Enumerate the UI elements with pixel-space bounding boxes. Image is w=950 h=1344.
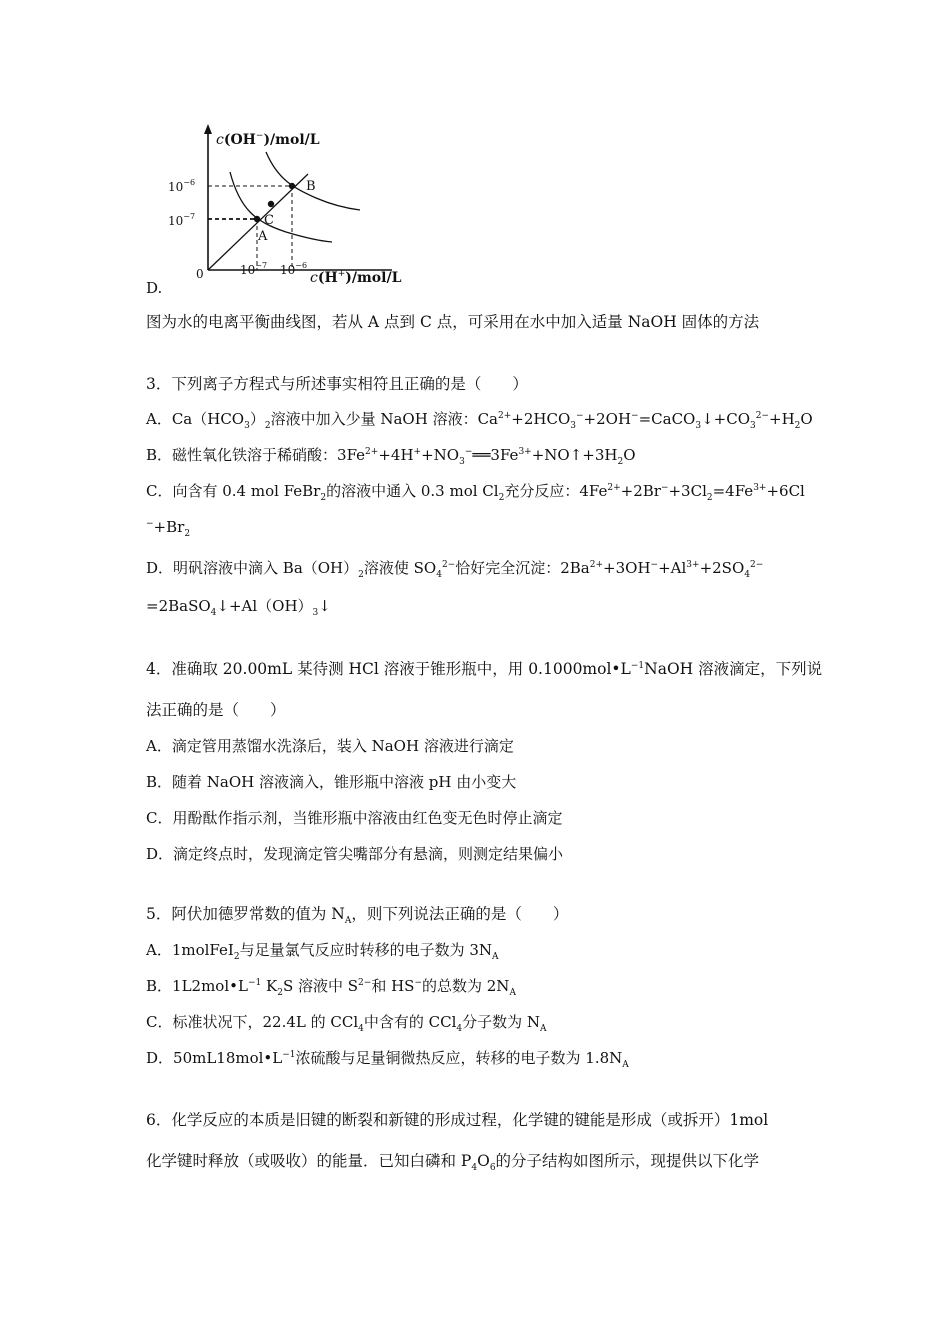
x-tick-2-base: 10 xyxy=(280,263,296,277)
y-axis-label-c: c xyxy=(216,132,224,148)
q6-stem-line-2: 化学键时释放（或吸收）的能量．已知白磷和 $P_4O_6$的分子结构如图所示，现提供以下化学 xyxy=(146,1152,760,1174)
q4-stem-line-2: 法正确的是（ ） xyxy=(146,701,286,719)
svg-text:10−7 xyxy=(168,212,195,228)
x-axis-label-unit: )/mol/L xyxy=(345,270,402,286)
q3-option-b: B．磁性氧化铁溶于稀硝酸：$3Fe^{2+}+4H^++NO_3^-══3Fe^{3+}+NO↑+3H_2O$ xyxy=(146,446,636,467)
option-d-text: 图为水的电离平衡曲线图，若从 A 点到 C 点，可采用在水中加入适量 NaOH 固体的方法 xyxy=(146,313,760,331)
q3-option-d-cont: $=2BaSO_4↓+Al(OH)_3↓$ xyxy=(146,597,331,618)
q4-option-c: C．用酚酞作指示剂，当锥形瓶中溶液由红色变无色时停止滴定 xyxy=(146,809,563,827)
q3-option-c-cont: $^-+Br_2$ xyxy=(146,518,191,539)
x-axis-label-sup: + xyxy=(337,269,346,279)
q3-stem: 3．下列离子方程式与所述事实相符且正确的是（ ） xyxy=(146,375,528,393)
y-axis-arrow xyxy=(204,124,212,134)
y-tick-1-exp: −6 xyxy=(183,178,196,187)
point-c-marker xyxy=(268,201,274,207)
svg-text:10−7 xyxy=(240,261,267,277)
point-a-marker xyxy=(254,216,260,222)
q3-option-a: A．$Ca(HCO_3)_2$溶液中加入少量 NaOH 溶液：$Ca^{2+}+2HCO_3^-+2OH^-=CaCO_3↓+CO_3^{2-}+H_2O$ xyxy=(146,410,813,431)
svg-text:10−6 xyxy=(280,261,307,277)
x-tick-2-exp: −6 xyxy=(295,261,308,270)
x-tick-1-base: 10 xyxy=(240,263,256,277)
x-tick-1-exp: −7 xyxy=(255,261,268,270)
point-c-label: C xyxy=(264,213,274,228)
point-b-marker xyxy=(289,183,295,189)
y-axis-label-sup: − xyxy=(255,131,264,141)
q5-option-c: C．标准状况下，22.4L 的 CCl$_4$中含有的 CCl$_4$分子数为 $N_A$ xyxy=(146,1013,547,1034)
q3-option-d: D．明矾溶液中滴入 $Ba(OH)_2$溶液使 $SO_4^{2-}$恰好完全沉淀：$2Ba^{2+}+3OH^-+Al^{3+}+2SO_4^{2-}$ xyxy=(146,559,764,580)
q5-option-a: A．1molFeI$_2$与足量氯气反应时转移的电子数为 $3N_A$ xyxy=(146,941,499,962)
y-tick-2-base: 10 xyxy=(168,214,184,228)
q4-option-d: D．滴定终点时，发现滴定管尖嘴部分有悬滴，则测定结果偏小 xyxy=(146,845,564,863)
origin-label: 0 xyxy=(196,267,204,281)
q3-option-c: C．向含有 0.4 mol FeBr$_2$的溶液中通入 0.3 mol $Cl_2$充分反应：$4Fe^{2+}+2Br^-+3Cl_2=4Fe^{3+}+6Cl$ xyxy=(146,482,805,503)
isotherm-curve-lower xyxy=(230,172,332,242)
y-axis-label-unit: )/mol/L xyxy=(263,132,320,148)
q4-option-b: B．随着 NaOH 溶液滴入，锥形瓶中溶液 pH 由小变大 xyxy=(146,773,517,791)
q5-stem: 5．阿伏加德罗常数的值为 $N_A$，则下列说法正确的是（ ） xyxy=(146,905,569,927)
point-b-label: B xyxy=(306,179,316,194)
svg-text:c(OH−)/mol/L xyxy=(216,131,320,148)
x-axis-label-c: c xyxy=(310,270,318,286)
water-ionization-curve-figure xyxy=(160,118,420,290)
svg-text:10−6 xyxy=(168,178,195,194)
x-axis-label-rest: (H xyxy=(317,270,338,286)
point-a-label: A xyxy=(258,229,268,244)
y-axis-label-rest: (OH xyxy=(223,132,256,148)
y-tick-2-exp: −7 xyxy=(183,212,196,221)
y-tick-1-base: 10 xyxy=(168,180,184,194)
q4-option-a: A．滴定管用蒸馏水洗涤后，装入 NaOH 溶液进行滴定 xyxy=(146,737,514,755)
option-d-label: D. xyxy=(146,279,163,297)
q6-stem-line-1: 6．化学反应的本质是旧键的断裂和新键的形成过程，化学键的键能是形成（或拆开）1mol xyxy=(146,1111,769,1129)
q5-option-d: D．$50mL18mol•L^{-1}$浓硫酸与足量铜微热反应，转移的电子数为 $1.8N_A$ xyxy=(146,1049,629,1070)
q4-stem-line-1: 4．准确取 20.00mL 某待测 HCl 溶液于锥形瓶中，用 $0.1000mol•L^{-1}NaOH$ 溶液滴定，下列说 xyxy=(146,660,823,678)
q5-option-b: B．$1L2mol•L^{-1}$ $K_2S$ 溶液中 $S^{2-}$和 HS−的总数为 $2N_A$ xyxy=(146,977,516,998)
svg-text:c(H+)/mol/L xyxy=(310,269,402,286)
